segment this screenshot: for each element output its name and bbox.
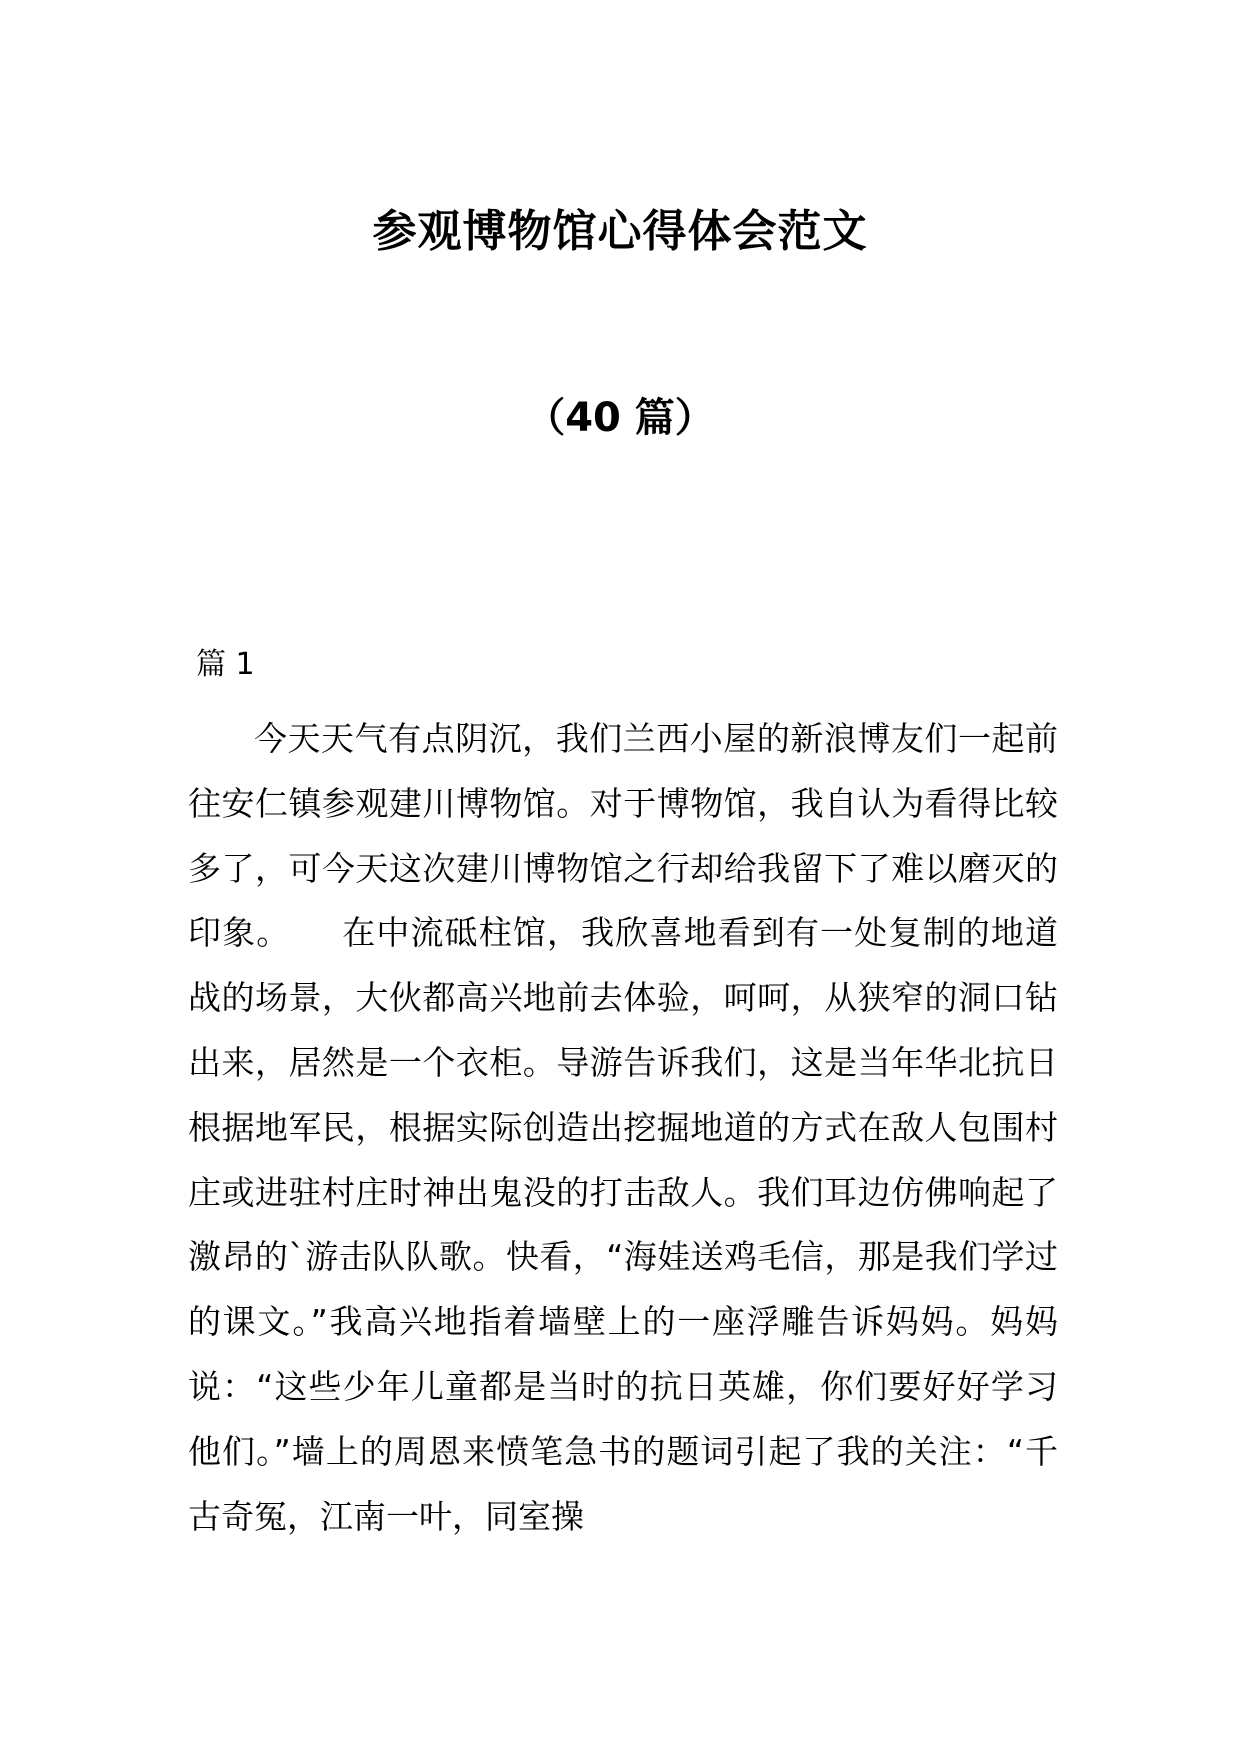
- document-subtitle: （40 篇）: [525, 395, 715, 441]
- body-paragraph: 今天天气有点阴沉，我们兰西小屋的新浪博友们一起前往安仁镇参观建川博物馆。对于博物馆，我自认为看得比较多了，可今天这次建川博物馆之行却给我留下了难以磨灭的印象。 在中流砥柱馆，我欣喜地看到有一处复制的地道战的场景，大伙都高兴地前去体验，呵呵，从狭窄的洞口钻出来，居然是一个衣柜。导游告诉我们，这是当年华北抗日根据地军民，根据实际创造出挖掘地道的方式在敌人包围村庄或进驻村庄时神出鬼没的打击敌人。我们耳边仿佛响起了激昂的`游击队队歌。快看，“海娃送鸡毛信，那是我们学过的课文。”我高兴地指着墙壁上的一座浮雕告诉妈妈。妈妈说：“这些少年儿童都是当时的抗日英雄，你们要好好学习他们。”墙上的周恩来愤笔急书的题词引起了我的关注：“千古奇冤，江南一叶，同室操: [188, 719, 1058, 1536]
- document-title: 参观博物馆心得体会范文: [372, 206, 868, 257]
- section-label: 篇 1: [196, 647, 255, 682]
